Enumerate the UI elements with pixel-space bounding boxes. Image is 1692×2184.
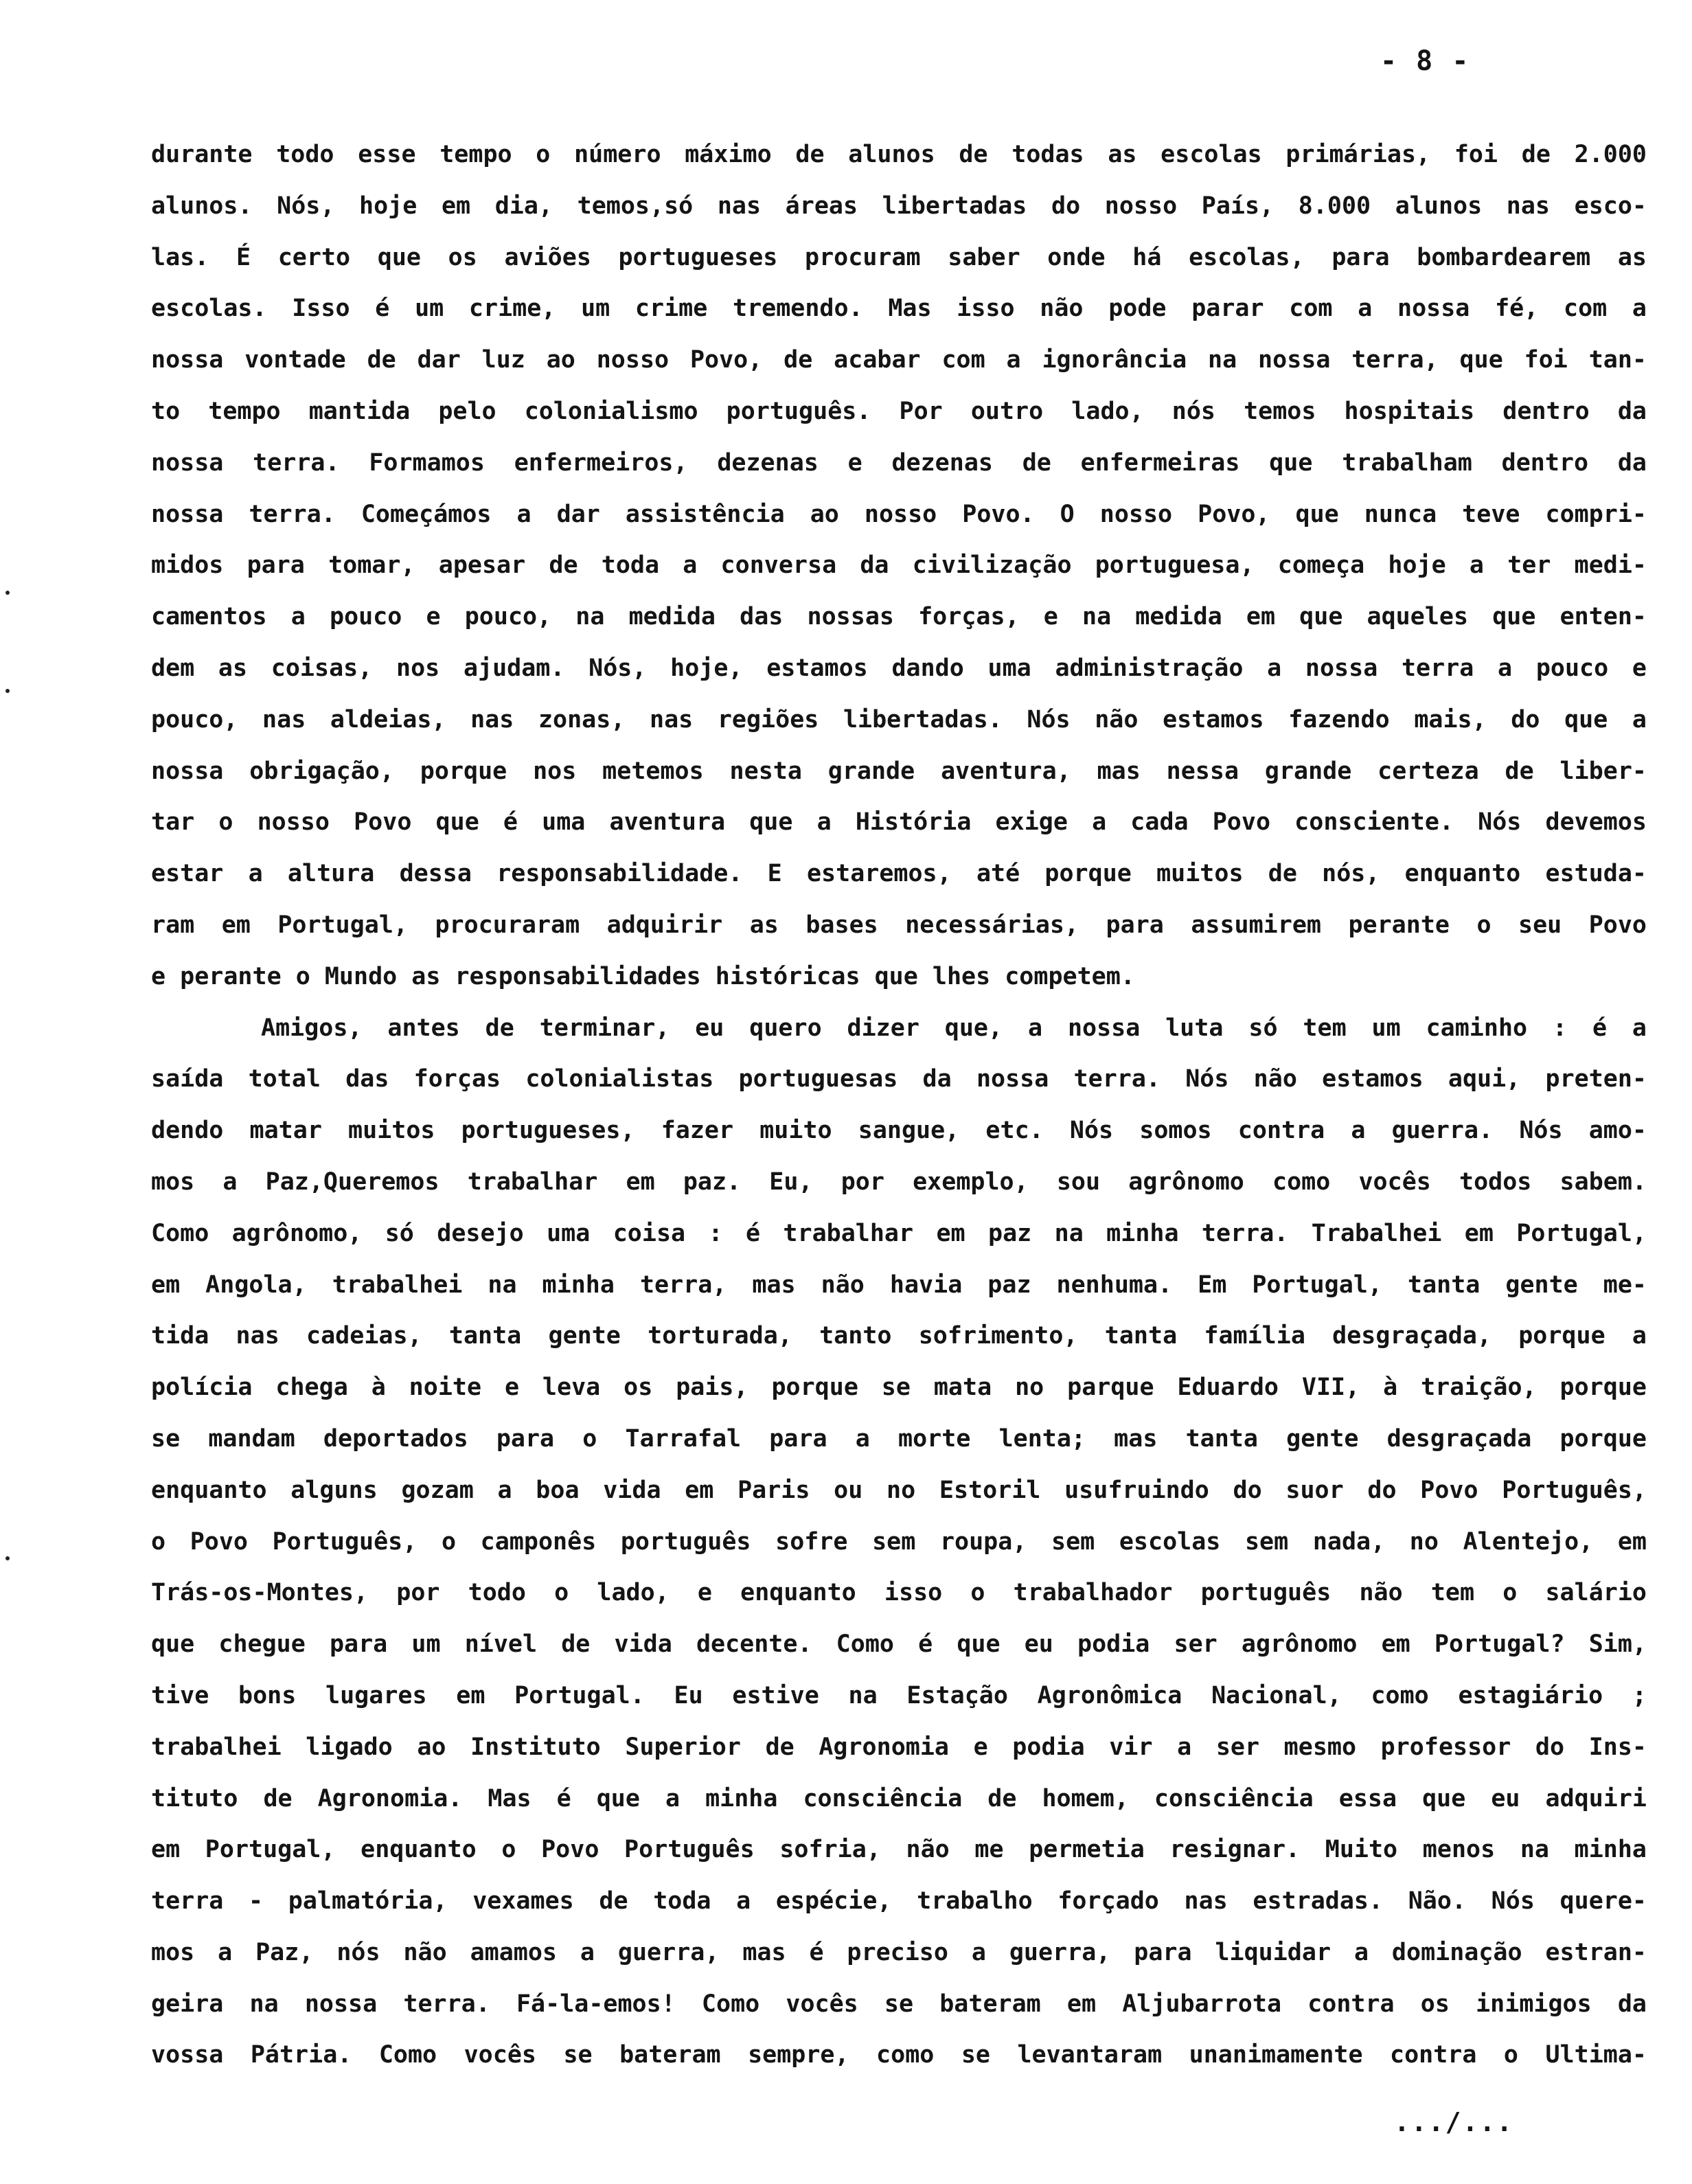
text-line: ram em Portugal, procuraram adquirir as bases necessárias, para assumirem perante o seu Povo — [151, 911, 1647, 939]
text-line: nossa terra. Começámos a dar assistência ao nosso Povo. O nosso Povo, que nunca teve compri- — [151, 500, 1647, 528]
text-line: e perante o Mundo as responsabilidades históricas que lhes competem. — [151, 962, 1135, 990]
text-line: las. É certo que os aviões portugueses procuram saber onde há escolas, para bombardearem as — [151, 243, 1647, 271]
text-line: dem as coisas, nos ajudam. Nós, hoje, estamos dando uma administração a nossa terra a pouco e — [151, 654, 1647, 682]
text-line: tituto de Agronomia. Mas é que a minha consciência de homem, consciência essa que eu adquiri — [151, 1784, 1647, 1812]
text-line: trabalhei ligado ao Instituto Superior de Agronomia e podia vir a ser mesmo professor do Ins- — [151, 1733, 1647, 1761]
text-line: em Portugal, enquanto o Povo Português sofria, não me permetia resignar. Muito menos na minha — [151, 1836, 1647, 1864]
text-line: o Povo Português, o camponês português sofre sem roupa, sem escolas sem nada, no Alentejo, em — [151, 1527, 1647, 1556]
text-line: saída total das forças colonialistas portuguesas da nossa terra. Nós não estamos aqui, preten- — [151, 1065, 1647, 1093]
margin-mark — [5, 591, 10, 595]
text-line: se mandam deportados para o Tarrafal para a morte lenta; mas tanta gente desgraçada porque — [151, 1424, 1647, 1453]
text-line: durante todo esse tempo o número máximo de alunos de todas as escolas primárias, foi de 2.000 — [151, 141, 1647, 168]
text-line: tive bons lugares em Portugal. Eu estive na Estação Agronômica Nacional, como estagiário ; — [151, 1681, 1647, 1709]
paragraph — [151, 1003, 1647, 2082]
text-line: terra - palmatória, vexames de toda a espécie, trabalho forçado nas estradas. Não. Nós quere- — [151, 1887, 1647, 1915]
text-line: camentos a pouco e pouco, na medida das nossas forças, e na medida em que aqueles que enten- — [151, 603, 1647, 631]
text-line: polícia chega à noite e leva os pais, porque se mata no parque Eduardo VII, à traição, porque — [151, 1374, 1647, 1402]
text-line: que chegue para um nível de vida decente. Como é que eu podia ser agrônomo em Portugal? Sim, — [151, 1630, 1647, 1659]
text-line: mos a Paz,Queremos trabalhar em paz. Eu, por exemplo, sou agrônomo como vocês todos sabem. — [151, 1168, 1647, 1196]
text-line: escolas. Isso é um crime, um crime tremendo. Mas isso não pode parar com a nossa fé, com a — [151, 295, 1647, 323]
text-line: vossa Pátria. Como vocês se bateram sempre, como se levantaram unanimamente contra o Ultima- — [151, 2041, 1647, 2069]
text-line: Amigos, antes de terminar, eu quero dizer que, a nossa luta só tem um caminho : é a — [261, 1014, 1647, 1042]
text-line: nossa obrigação, porque nos metemos nesta grande aventura, mas nessa grande certeza de liber- — [151, 757, 1647, 785]
text-line: enquanto alguns gozam a boa vida em Paris ou no Estoril usufruindo do suor do Povo Português, — [151, 1476, 1647, 1504]
text-line: estar a altura dessa responsabilidade. E estaremos, até porque muitos de nós, enquanto estuda- — [151, 860, 1647, 888]
continuation-mark: .../... — [1394, 2107, 1514, 2137]
text-line: geira na nossa terra. Fá-la-emos! Como vocês se bateram em Aljubarrota contra os inimigos da — [151, 1990, 1647, 2018]
page-number: - 8 - — [1380, 45, 1470, 77]
text-line: mos a Paz, nós não amamos a guerra, mas é preciso a guerra, para liquidar a dominação estran- — [151, 1938, 1647, 1966]
text-line: nossa terra. Formamos enfermeiros, dezenas e dezenas de enfermeiras que trabalham dentro da — [151, 448, 1647, 477]
text-line: em Angola, trabalhei na minha terra, mas não havia paz nenhuma. Em Portugal, tanta gente me- — [151, 1271, 1647, 1299]
text-line: Trás-os-Montes, por todo o lado, e enquanto isso o trabalhador português não tem o salário — [151, 1579, 1647, 1607]
text-line: tida nas cadeias, tanta gente torturada, tanto sofrimento, tanta família desgraçada, porque a — [151, 1322, 1647, 1350]
text-line: pouco, nas aldeias, nas zonas, nas regiões libertadas. Nós não estamos fazendo mais, do que a — [151, 705, 1647, 733]
text-line: dendo matar muitos portugueses, fazer muito sangue, etc. Nós somos contra a guerra. Nós amo- — [151, 1117, 1647, 1145]
paragraph — [151, 129, 1647, 1003]
margin-mark — [5, 689, 10, 693]
margin-mark — [5, 1556, 10, 1560]
text-line: Como agrônomo, só desejo uma coisa : é trabalhar em paz na minha terra. Trabalhei em Portugal, — [151, 1219, 1647, 1247]
text-line: nossa vontade de dar luz ao nosso Povo, de acabar com a ignorância na nossa terra, que foi tan- — [151, 346, 1647, 374]
text-line: alunos. Nós, hoje em dia, temos,só nas áreas libertadas do nosso País, 8.000 alunos nas esco- — [151, 192, 1647, 220]
text-line: tar o nosso Povo que é uma aventura que a História exige a cada Povo consciente. Nós devemos — [151, 808, 1647, 837]
text-line: to tempo mantida pelo colonialismo português. Por outro lado, nós temos hospitais dentro da — [151, 397, 1647, 425]
text-line: midos para tomar, apesar de toda a conversa da civilização portuguesa, começa hoje a ter medi- — [151, 551, 1647, 580]
body-text — [151, 129, 1647, 2081]
